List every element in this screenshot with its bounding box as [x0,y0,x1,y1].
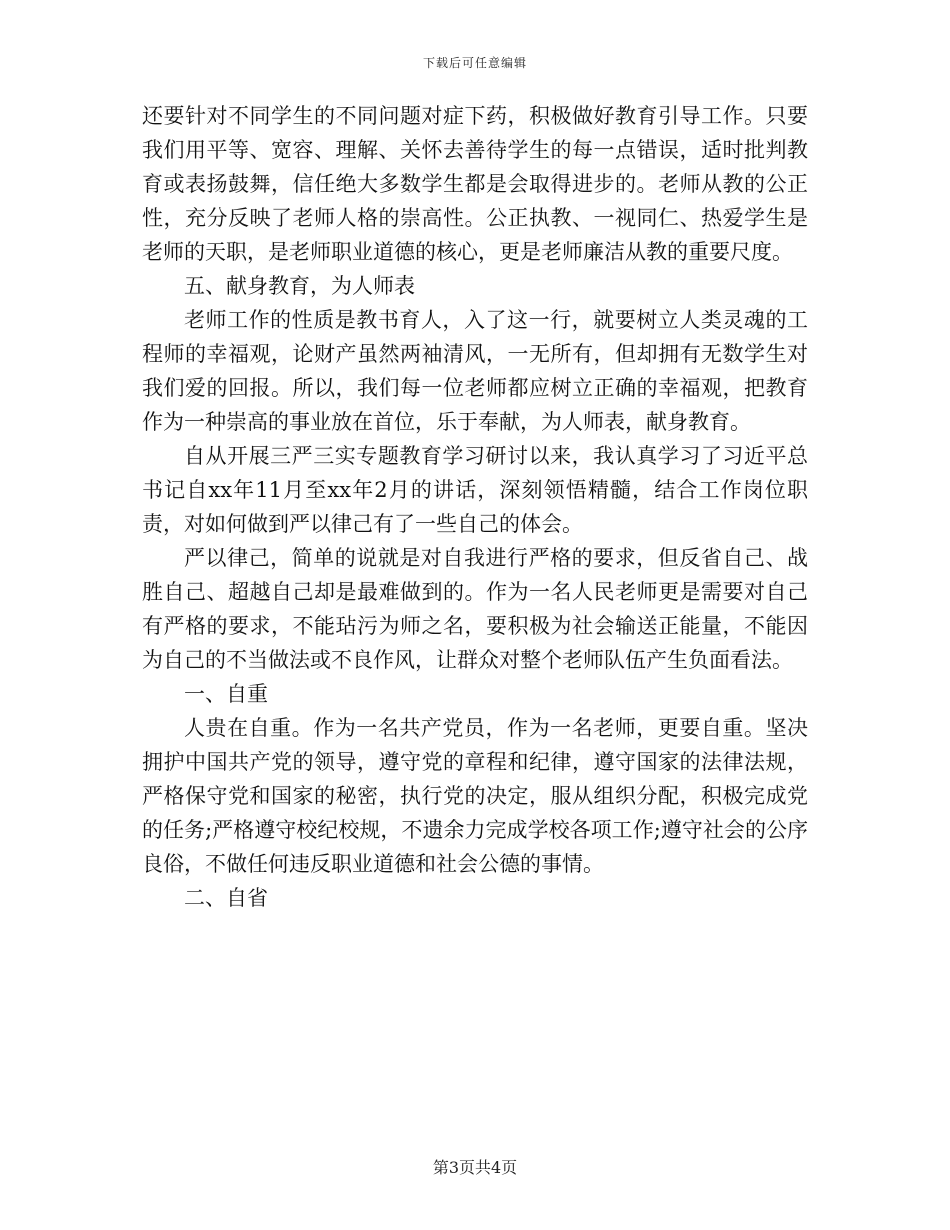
page-header: 下载后可任意编辑 [422,56,527,70]
section-heading-one: 一、自重 [184,682,268,706]
document-body [142,99,808,915]
paragraph: 严以律己，简单的说就是对自我进行严格的要求，但反省自己、战胜自己、超越自己却是最难做到的。作为一名人民老师更是需要对自己有严格的要求，不能玷污为师之名，要积极为社会输送正能量，不能因为自己的不当做法或不良作风，让群众对整个老师队伍产生负面看法。 [142,546,808,672]
paragraph: 人贵在自重。作为一名共产党员，作为一名老师，更要自重。坚决拥护中国共产党的领导，遵守党的章程和纪律，遵守国家的法律法规，严格保守党和国家的秘密，执行党的决定，服从组织分配，积极完成党的任务;严格遵守校纪校规，不遗余力完成学校各项工作;遵守社会的公序良俗，不做任何违反职业道德和社会公德的事情。 [142,716,808,876]
paragraph-continuation: 还要针对不同学生的不同问题对症下药，积极做好教育引导工作。只要我们用平等、宽容、理解、关怀去善待学生的每一点错误，适时批判教育或表扬鼓舞，信任绝大多数学生都是会取得进步的。老师从教的公正性，充分反映了老师人格的崇高性。公正执教、一视同仁、热爱学生是老师的天职，是老师职业道德的核心，更是老师廉洁从教的重要尺度。 [142,104,808,264]
section-heading-two: 二、自省 [184,886,268,910]
section-heading-five: 五、献身教育，为人师表 [184,274,415,298]
paragraph: 自从开展三严三实专题教育学习研讨以来，我认真学习了习近平总书记自xx年11月至xx年2月的讲话，深刻领悟精髓，结合工作岗位职责，对如何做到严以律己有了一些自己的体会。 [142,444,808,536]
paragraph: 老师工作的性质是教书育人，入了这一行，就要树立人类灵魂的工程师的幸福观，论财产虽然两袖清风，一无所有，但却拥有无数学生对我们爱的回报。所以，我们每一位老师都应树立正确的幸福观，把教育作为一种崇高的事业放在首位，乐于奉献，为人师表，献身教育。 [142,308,808,434]
page-footer: 第3页共4页 [432,1158,518,1177]
